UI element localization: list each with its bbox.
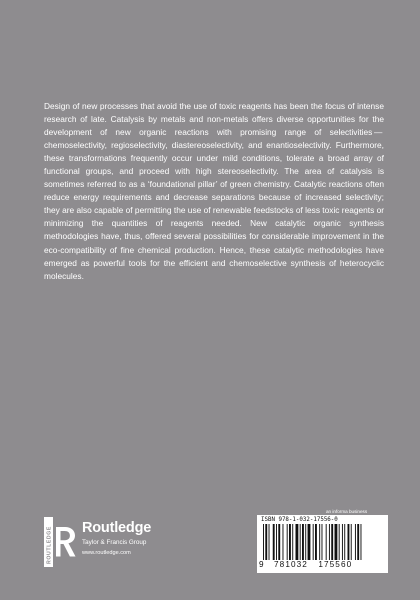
publisher-url: www.routledge.com xyxy=(82,550,131,556)
publisher-group: Taylor & Francis Group xyxy=(82,539,147,546)
routledge-vertical-mark: ROUTLEDGE xyxy=(46,526,53,564)
barcode-digits-right: 175560 xyxy=(318,560,353,569)
publisher-logo xyxy=(44,517,184,569)
barcode-digits xyxy=(259,560,352,569)
informa-tagline: an informa business xyxy=(326,509,368,514)
routledge-r-icon xyxy=(44,517,78,567)
barcode-digit-lead: 9 xyxy=(259,560,265,569)
back-cover-blurb: Design of new processes that avoid the use of toxic reagents has been the focus of intense research of late. Catalysis by metals and non-metals offers diverse opportunities for the development of new organic reactions with promising range of selectivities — chemoselectivity, regioselectivity, diastereoselectivity, and enantioselectivity. Furthermore, these transformations frequently occur under mild conditions, tolerate a broad array of functional groups, and proceed with high stereoselectivity. The area of catalysis is sometimes referred to as a ‘foundational pillar’ of green chemistry. Catalytic reactions often reduce energy requirements and decrease separations because of increased selectivity; they are also capable of permitting the use of renewable feedstocks of less toxic reagents or minimizing the quantities of reagents needed. New catalytic organic synthesis methodologies have, thus, offered several possibilities for considerable improvement in the eco-compatibility of fine chemical production. Hence, these catalytic methodologies have emerged as powerful tools for the efficient and chemoselective synthesis of heterocyclic molecules. xyxy=(44,101,384,281)
isbn-barcode xyxy=(257,515,388,573)
publisher-name: Routledge xyxy=(82,520,152,536)
barcode-bars xyxy=(263,524,382,560)
barcode-digits-left: 781032 xyxy=(274,560,308,569)
isbn-number: ISBN 978-1-032-17556-0 xyxy=(261,517,338,523)
